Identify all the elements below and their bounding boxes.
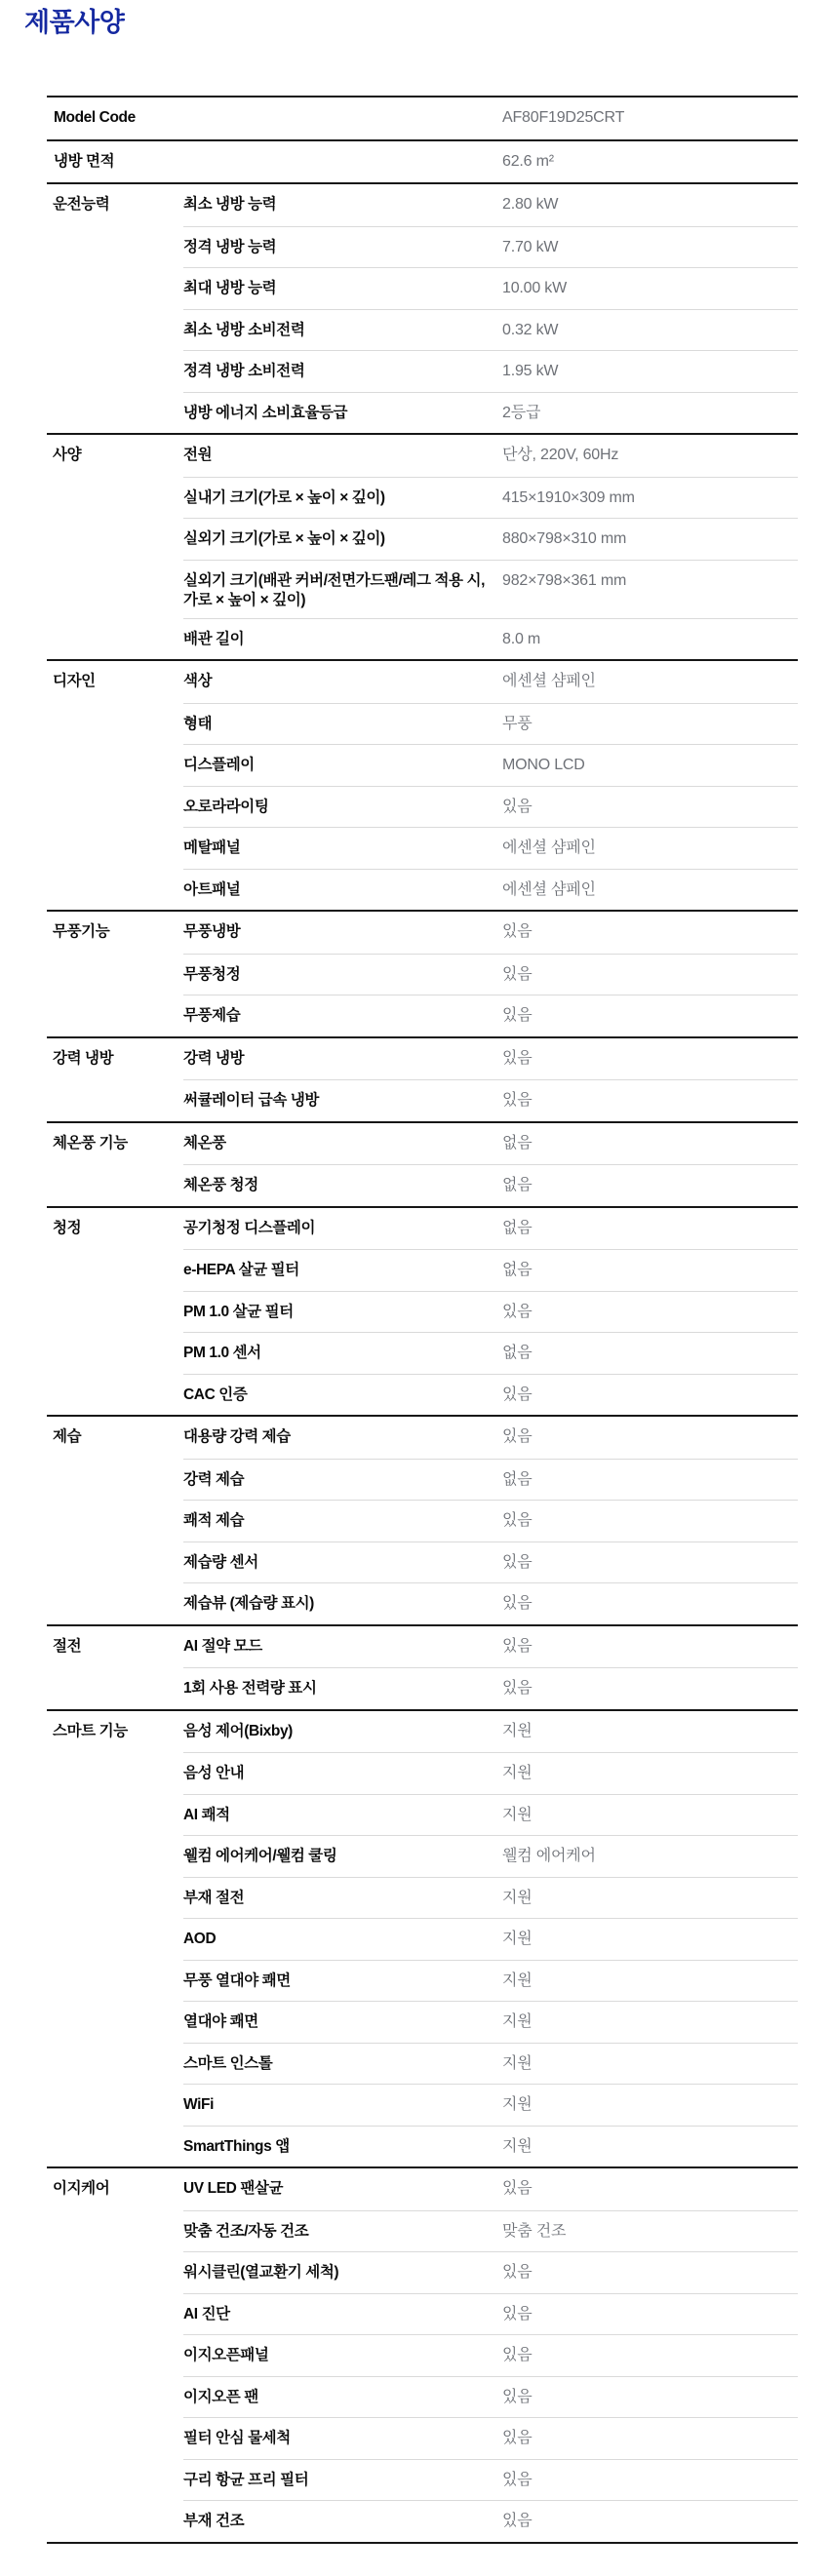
spec-value: 62.6 m² (502, 152, 554, 170)
spec-section (47, 1709, 798, 2167)
spec-value: 있음 (502, 1680, 533, 1697)
spec-section (47, 139, 798, 183)
spec-label: 강력 제습 (183, 1470, 245, 1488)
spec-value: 없음 (502, 1345, 533, 1361)
spec-row (183, 1500, 798, 1542)
spec-row (183, 2500, 798, 2542)
spec-section (47, 1415, 798, 1624)
spec-label: AI 절약 모드 (183, 1637, 262, 1655)
spec-row (183, 1079, 798, 1121)
spec-rows (183, 184, 798, 433)
spec-value: 없음 (502, 1262, 533, 1278)
spec-row (183, 912, 798, 954)
spec-row (183, 703, 798, 745)
spec-section (47, 1206, 798, 1416)
spec-row (183, 1582, 798, 1624)
spec-label: 최소 냉방 소비전력 (183, 321, 305, 338)
spec-label: 아트패널 (183, 880, 241, 898)
spec-label: 1회 사용 전력량 표시 (183, 1680, 317, 1697)
spec-row (183, 2168, 798, 2210)
spec-value: 있음 (502, 1553, 533, 1571)
spec-label: 쾌적 제습 (183, 1512, 245, 1529)
spec-value: 웰컴 에어케어 (502, 1848, 596, 1864)
spec-row (183, 618, 798, 660)
spec-label: 맞춤 건조/자동 건조 (183, 2222, 309, 2240)
spec-label: 체온풍 청정 (183, 1177, 258, 1193)
spec-label: 최대 냉방 능력 (183, 280, 277, 296)
spec-label: 무풍냉방 (183, 923, 241, 940)
page-title: 제품사양 (24, 8, 125, 37)
spec-value: 2.80 kW (502, 196, 559, 213)
spec-value: 지원 (502, 2137, 533, 2155)
spec-row (183, 954, 798, 995)
spec-row (183, 2376, 798, 2418)
spec-row (183, 2251, 798, 2293)
spec-row (183, 560, 798, 618)
spec-section (47, 1624, 798, 1709)
spec-label: 써큘레이터 급속 냉방 (183, 1092, 319, 1109)
spec-label: 최소 냉방 능력 (183, 196, 277, 213)
spec-label: 체온풍 (183, 1134, 226, 1151)
spec-section (47, 433, 798, 659)
spec-row (183, 1626, 798, 1668)
spec-label: 부재 건조 (183, 2513, 245, 2529)
spec-row (183, 1374, 798, 1416)
spec-row (183, 518, 798, 560)
spec-label: e-HEPA 살균 필터 (183, 1262, 299, 1278)
spec-row (183, 1877, 798, 1919)
spec-value: 있음 (502, 1007, 533, 1024)
spec-label: 대용량 강력 제습 (183, 1428, 291, 1445)
spec-section (47, 1121, 798, 1206)
spec-label: 음성 제어(Bixby) (183, 1722, 293, 1739)
spec-value: MONO LCD (502, 757, 585, 773)
spec-row (183, 2084, 798, 2126)
spec-section (47, 182, 798, 433)
spec-label: 실외기 크기(배관 커버/전면가드팬/레그 적용 시, 가로 × 높이 × 깊이) (183, 571, 485, 608)
spec-value: 있음 (502, 1637, 533, 1655)
spec-section (47, 2166, 798, 2544)
spec-value: 있음 (502, 1092, 533, 1109)
spec-row (183, 435, 798, 477)
spec-rows (183, 912, 798, 1036)
spec-row (183, 350, 798, 392)
spec-value: 지원 (502, 2096, 533, 2113)
spec-value: 지원 (502, 1889, 533, 1906)
spec-row (183, 786, 798, 828)
spec-value: 있음 (502, 923, 533, 940)
spec-value: 7.70 kW (502, 238, 559, 255)
spec-value: 415×1910×309 mm (502, 488, 635, 506)
spec-value: 에센셜 샴페인 (502, 880, 596, 898)
spec-value: 있음 (502, 1303, 533, 1320)
spec-row (183, 309, 798, 351)
spec-value: 880×798×310 mm (502, 530, 627, 547)
spec-label: 무풍청정 (183, 965, 241, 983)
spec-value: 지원 (502, 1931, 533, 1947)
spec-rows (183, 435, 798, 659)
spec-rows (183, 1208, 798, 1416)
spec-label: 메탈패널 (183, 839, 241, 856)
spec-label: 냉방 면적 (54, 152, 115, 170)
spec-label: SmartThings 앱 (183, 2137, 290, 2155)
spec-row (183, 2417, 798, 2459)
spec-label: 공기청정 디스플레이 (183, 1219, 316, 1236)
spec-value: 있음 (502, 2430, 533, 2446)
spec-label: 형태 (183, 715, 213, 732)
spec-label: CAC 인증 (183, 1386, 248, 1403)
spec-row (183, 995, 798, 1036)
spec-rows (47, 98, 798, 139)
spec-label: 실외기 크기(가로 × 높이 × 깊이) (183, 530, 385, 547)
spec-row (183, 1711, 798, 1753)
spec-label: 워시클린(열교환기 세척) (183, 2264, 339, 2281)
spec-row (183, 1542, 798, 1583)
spec-value: 지원 (502, 2054, 533, 2072)
spec-section (47, 1036, 798, 1121)
spec-section-category: 무풍기능 (53, 923, 110, 940)
spec-value: 지원 (502, 1971, 533, 1989)
spec-value: 에센셜 샴페인 (502, 673, 596, 689)
spec-value: 맞춤 건조 (502, 2222, 567, 2240)
spec-label: 음성 안내 (183, 1765, 245, 1781)
spec-section-category: 이지케어 (53, 2180, 110, 2197)
spec-section-category: 스마트 기능 (53, 1722, 128, 1739)
spec-value: 무풍 (502, 715, 533, 732)
spec-label: PM 1.0 센서 (183, 1345, 261, 1361)
spec-value: 있음 (502, 2347, 533, 2363)
spec-value: 있음 (502, 965, 533, 983)
spec-rows (47, 141, 798, 183)
spec-label: 실내기 크기(가로 × 높이 × 깊이) (183, 488, 385, 506)
spec-row (183, 392, 798, 434)
spec-value: 있음 (502, 2388, 533, 2405)
spec-row (183, 869, 798, 911)
spec-row (183, 267, 798, 309)
spec-label: 정격 냉방 소비전력 (183, 363, 305, 379)
spec-label: 정격 냉방 능력 (183, 238, 277, 255)
spec-value: 있음 (502, 2305, 533, 2322)
spec-row (183, 744, 798, 786)
spec-section-category: 강력 냉방 (53, 1049, 114, 1067)
spec-label: 이지오픈패널 (183, 2347, 269, 2363)
spec-label: 배관 길이 (183, 630, 245, 647)
spec-value: 있음 (502, 1428, 533, 1445)
spec-value: 없음 (502, 1470, 533, 1488)
spec-row (183, 2334, 798, 2376)
spec-row (183, 1038, 798, 1080)
spec-row (47, 98, 798, 139)
spec-row (183, 827, 798, 869)
spec-value: 지원 (502, 1806, 533, 1823)
spec-row (183, 1208, 798, 1250)
spec-rows (183, 2168, 798, 2542)
spec-row (183, 1667, 798, 1709)
spec-row (183, 1835, 798, 1877)
spec-row (183, 1417, 798, 1459)
title-underline (0, 44, 829, 49)
spec-row (183, 2126, 798, 2167)
spec-section (47, 910, 798, 1036)
spec-value: 지원 (502, 1765, 533, 1781)
spec-value: 없음 (502, 1219, 533, 1236)
spec-label: 디스플레이 (183, 757, 255, 773)
spec-value: 있음 (502, 2180, 533, 2197)
spec-row (183, 1164, 798, 1206)
spec-row (183, 226, 798, 268)
spec-section-category: 청정 (53, 1219, 82, 1236)
spec-label: 제습뷰 (제습량 표시) (183, 1595, 314, 1612)
spec-value: 단상, 220V, 60Hz (502, 447, 619, 463)
spec-row (183, 1123, 798, 1165)
spec-value: 없음 (502, 1177, 533, 1193)
spec-label: 구리 항균 프리 필터 (183, 2471, 309, 2488)
spec-row (183, 2043, 798, 2085)
spec-label: UV LED 팬살균 (183, 2180, 284, 2197)
spec-rows (183, 661, 798, 910)
spec-section (47, 659, 798, 910)
spec-value: 있음 (502, 798, 533, 815)
spec-label: 전원 (183, 447, 213, 463)
spec-rows (183, 1711, 798, 2167)
spec-label: 무풍 열대야 쾌면 (183, 1971, 291, 1989)
spec-section-category: 운전능력 (53, 196, 110, 213)
spec-rows (183, 1417, 798, 1624)
product-spec-page (0, 8, 829, 2544)
spec-value: 10.00 kW (502, 280, 567, 296)
spec-value: 2등급 (502, 404, 541, 421)
spec-value: 있음 (502, 1049, 533, 1067)
spec-value: 있음 (502, 1386, 533, 1403)
spec-row (183, 2210, 798, 2252)
spec-label: 열대야 쾌면 (183, 2013, 258, 2030)
spec-row (183, 2293, 798, 2335)
spec-value: 있음 (502, 1512, 533, 1529)
spec-value: 지원 (502, 1722, 533, 1739)
spec-label: 오로라라이팅 (183, 798, 269, 815)
spec-section-category: 사양 (53, 447, 82, 463)
spec-table (47, 96, 798, 2544)
spec-value: 없음 (502, 1134, 533, 1151)
spec-row (183, 1291, 798, 1333)
spec-rows (183, 1038, 798, 1121)
spec-section-category: 체온풍 기능 (53, 1134, 128, 1151)
spec-value: 에센셜 샴페인 (502, 839, 596, 856)
spec-value: 있음 (502, 2264, 533, 2281)
spec-row (183, 1459, 798, 1501)
spec-label: 냉방 에너지 소비효율등급 (183, 404, 348, 421)
spec-row (183, 1794, 798, 1836)
spec-label: AOD (183, 1931, 217, 1947)
spec-section-category: 절전 (53, 1637, 82, 1655)
spec-section-category: 제습 (53, 1428, 82, 1445)
spec-row (183, 2001, 798, 2043)
spec-section (47, 96, 798, 139)
spec-label: Model Code (54, 109, 136, 126)
spec-value: 지원 (502, 2013, 533, 2030)
spec-label: 강력 냉방 (183, 1049, 245, 1067)
spec-value: 있음 (502, 1595, 533, 1612)
spec-row (183, 1752, 798, 1794)
spec-row (183, 477, 798, 519)
spec-value: 0.32 kW (502, 321, 559, 338)
spec-row (183, 1332, 798, 1374)
spec-label: PM 1.0 살균 필터 (183, 1303, 294, 1320)
spec-row (183, 184, 798, 226)
spec-value: 8.0 m (502, 630, 541, 647)
spec-value: 있음 (502, 2471, 533, 2488)
spec-section-category: 디자인 (53, 673, 96, 689)
spec-value: 있음 (502, 2513, 533, 2529)
spec-value: 982×798×361 mm (502, 571, 627, 589)
spec-rows (183, 1123, 798, 1206)
spec-label: 부재 절전 (183, 1889, 245, 1906)
spec-row (183, 1918, 798, 1960)
spec-label: AI 진단 (183, 2305, 230, 2322)
spec-label: 이지오픈 팬 (183, 2388, 258, 2405)
spec-label: 스마트 인스톨 (183, 2054, 273, 2072)
spec-row (183, 1249, 798, 1291)
spec-row (183, 1960, 798, 2002)
spec-row (47, 141, 798, 183)
spec-label: 제습량 센서 (183, 1553, 258, 1571)
spec-label: 웰컴 에어케어/웰컴 쿨링 (183, 1848, 337, 1864)
spec-value: 1.95 kW (502, 363, 559, 379)
spec-label: 필터 안심 물세척 (183, 2430, 291, 2446)
spec-label: 색상 (183, 673, 213, 689)
spec-rows (183, 1626, 798, 1709)
spec-value: AF80F19D25CRT (502, 109, 625, 126)
spec-row (183, 661, 798, 703)
spec-row (183, 2459, 798, 2501)
spec-label: 무풍제습 (183, 1007, 241, 1024)
spec-label: WiFi (183, 2096, 214, 2113)
spec-label: AI 쾌적 (183, 1806, 230, 1823)
